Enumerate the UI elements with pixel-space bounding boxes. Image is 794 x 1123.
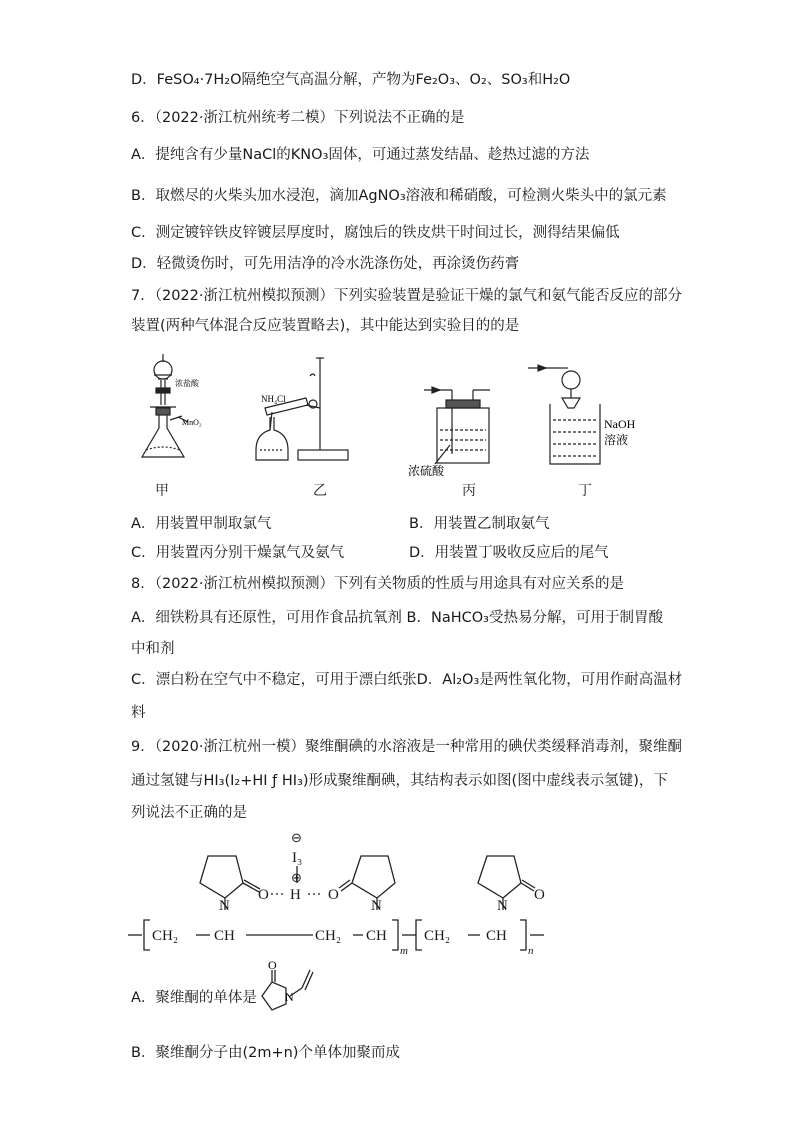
nitrogen-3: N	[497, 898, 508, 914]
subscript-n: n	[528, 945, 534, 957]
label-hcl: 浓盐酸	[175, 379, 199, 388]
q8-line2: 中和剂	[131, 641, 175, 657]
q6-option-c: C．测定镀锌铁皮锌镀层厚度时，腐蚀后的铁皮烘干时间过长，测得结果偏低	[131, 225, 620, 241]
q7-option-b: B．用装置乙制取氨气	[409, 516, 550, 532]
hydrogen: H	[290, 887, 301, 903]
caption-yi: 乙	[313, 483, 327, 499]
caption-bing: 丙	[462, 483, 476, 499]
ch-2: CH	[366, 928, 387, 944]
apparatus-yi	[256, 358, 348, 460]
q9-stem-line3: 列说法不正确的是	[131, 805, 247, 821]
q8-line3: C．漂白粉在空气中不稳定，可用于漂白纸张D．Al₂O₃是两性氧化物，可用作耐高温材	[131, 672, 683, 688]
q6-stem: 6．（2022·浙江杭州统考二模）下列说法不正确的是	[131, 110, 465, 126]
ch2-1: CH₂	[152, 928, 179, 944]
nitrogen-2: N	[371, 898, 382, 914]
label-nh4cl: NH₄Cl	[261, 394, 286, 404]
anion-charge: ⊖	[291, 830, 302, 845]
caption-jia: 甲	[155, 483, 169, 499]
monomer-structure	[252, 958, 332, 1030]
q9-option-a: A．聚维酮的单体是	[131, 990, 257, 1006]
q9-stem-line1: 9．（2020·浙江杭州一模）聚维酮碘的水溶液是一种常用的碘伏类缓释消毒剂，聚维酮	[131, 739, 682, 755]
ch-3: CH	[486, 928, 507, 944]
q7-option-a: A．用装置甲制取氯气	[131, 516, 272, 532]
apparatus-jia	[142, 354, 188, 457]
q6-option-a: A．提纯含有少量NaCl的KNO₃固体，可通过蒸发结晶、趁热过滤的方法	[131, 147, 590, 163]
cation-charge: ⊕	[291, 870, 302, 885]
q5-option-d: D．FeSO₄·7H₂O隔绝空气高温分解，产物为Fe₂O₃、O₂、SO₃和H₂O	[131, 72, 571, 88]
label-solution: 溶液	[604, 433, 629, 447]
subscript-m: m	[400, 945, 408, 957]
q7-option-d: D．用装置丁吸收反应后的尾气	[409, 545, 609, 561]
label-h2so4: 浓硫酸	[408, 464, 445, 478]
oxygen-3: O	[534, 887, 545, 903]
q6-option-b: B．取燃尽的火柴头加水浸泡，滴加AgNO₃溶液和稀硝酸，可检测火柴头中的氯元素	[131, 188, 667, 204]
monomer-nitrogen: N	[285, 990, 294, 1004]
monomer-oxygen: O	[268, 958, 277, 972]
ch2-2: CH₂	[315, 928, 342, 944]
label-naoh: NaOH	[604, 417, 636, 431]
triiodide: I₃	[292, 850, 303, 866]
caption-ding: 丁	[578, 483, 592, 499]
q8-stem: 8．（2022·浙江杭州模拟预测）下列有关物质的性质与用途具有对应关系的是	[131, 576, 624, 592]
oxygen-1: O	[258, 887, 269, 903]
q9-stem-line2: 通过氢键与HI₃(I₂+HI ƒ HI₃)形成聚维酮碘，其结构表示如图(图中虚线表示氢键)，下	[131, 773, 668, 789]
q6-option-d: D．轻微烫伤时，可先用洁净的冷水洗涤伤处，再涂烫伤药膏	[131, 256, 520, 272]
oxygen-2: O	[328, 887, 339, 903]
ch2-3: CH₂	[424, 928, 451, 944]
q8-line1: A．细铁粉具有还原性，可用作食品抗氧剂 B．NaHCO₃受热易分解，可用于制胃酸	[131, 610, 663, 626]
apparatus-ding	[528, 365, 600, 464]
ch-1: CH	[214, 928, 235, 944]
apparatus-bing	[424, 387, 490, 464]
q9-option-b: B．聚维酮分子由(2m+n)个单体加聚而成	[131, 1045, 400, 1061]
q7-stem-line2: 装置(两种气体混合反应装置略去)，其中能达到实验目的的是	[131, 318, 520, 334]
povidone-iodine-structure	[128, 828, 568, 968]
nitrogen-1: N	[219, 898, 230, 914]
label-mno2: MnO₂	[182, 418, 202, 427]
q8-line4: 料	[131, 705, 146, 721]
q7-stem-line1: 7．（2022·浙江杭州模拟预测）下列实验装置是验证干燥的氯气和氨气能否反应的部分	[131, 288, 682, 304]
q7-option-c: C．用装置丙分别干燥氯气及氨气	[131, 545, 345, 561]
